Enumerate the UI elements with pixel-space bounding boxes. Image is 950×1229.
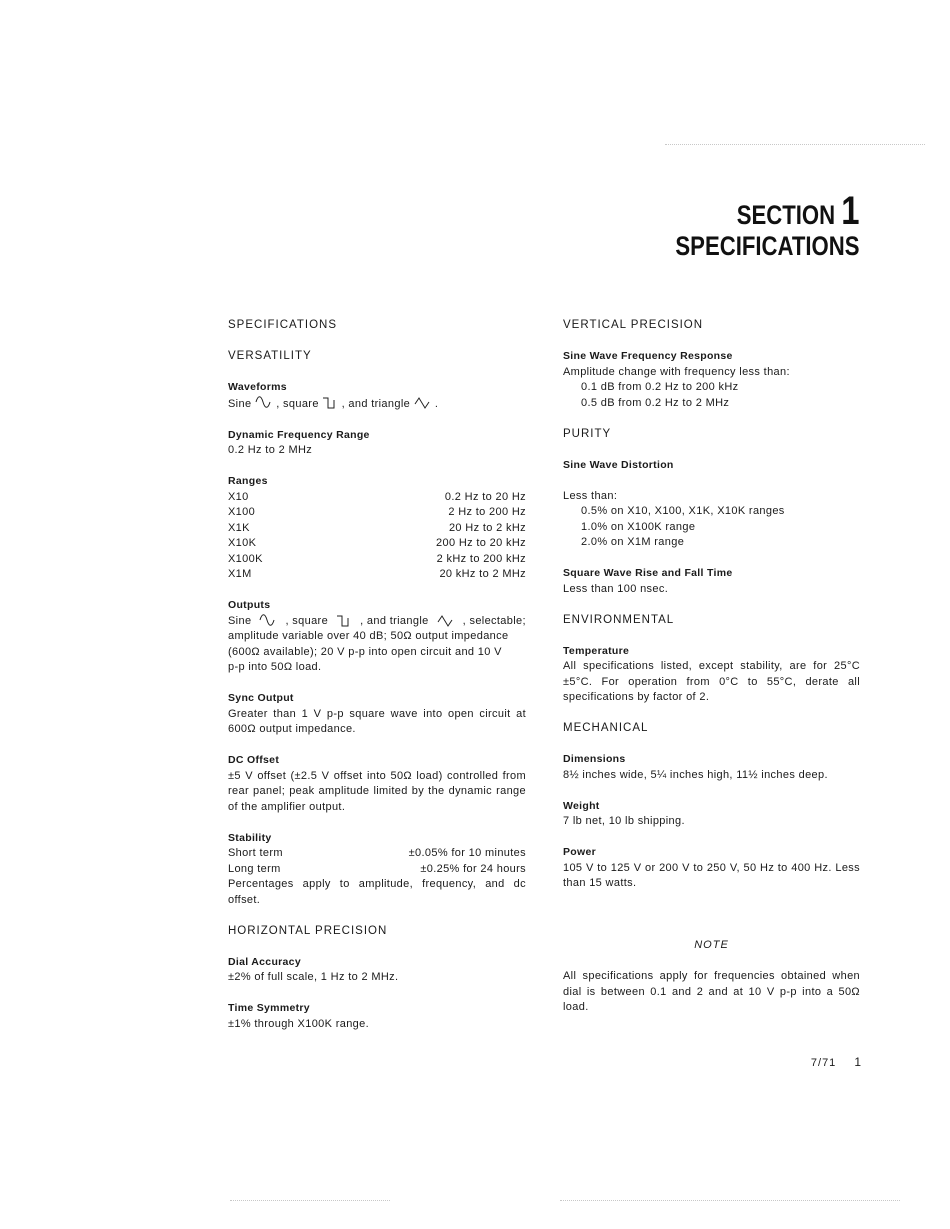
range-row <box>228 521 526 537</box>
sine-response-item: 0.1 dB from 0.2 Hz to 200 kHz <box>581 381 739 393</box>
range-value: 200 Hz to 20 kHz <box>436 537 526 549</box>
sine-response-title: Sine Wave Frequency Response <box>563 350 733 362</box>
ranges-block <box>228 474 526 583</box>
environmental-heading: ENVIRONMENTAL <box>563 613 675 626</box>
outputs-line-2: amplitude variable over 40 dB; 50Ω output impedance <box>228 630 509 642</box>
sine-wave-icon <box>259 614 277 628</box>
power-block <box>563 845 860 892</box>
left-column <box>228 318 526 1048</box>
distortion-item: 0.5% on X10, X100, X1K, X10K ranges <box>581 505 785 517</box>
distortion-title-block <box>563 458 860 474</box>
note-title: NOTE <box>694 938 729 951</box>
weight-block <box>563 799 860 830</box>
range-row <box>228 552 526 568</box>
waveforms-sine-label: Sine <box>228 397 252 410</box>
mechanical-heading: MECHANICAL <box>563 722 649 734</box>
right-column <box>563 318 860 1016</box>
sync-output-title: Sync Output <box>228 692 294 704</box>
horizontal-precision-heading: HORIZONTAL PRECISION <box>228 924 388 937</box>
section-number: 1 <box>841 189 860 233</box>
power-value: 105 V to 125 V or 200 V to 250 V, 50 Hz to 400 Hz. Less than 15 watts. <box>563 861 860 889</box>
outputs-line-4: p-p into 50Ω load. <box>228 661 322 673</box>
range-value: 2 kHz to 200 kHz <box>436 552 526 565</box>
purity-heading: PURITY <box>563 427 612 440</box>
dc-offset-block <box>228 753 526 815</box>
vertical-precision-heading: VERTICAL PRECISION <box>563 319 704 331</box>
sync-output-block <box>228 691 526 738</box>
waveforms-text <box>228 396 526 413</box>
rise-time-title: Square Wave Rise and Fall Time <box>563 567 733 579</box>
stability-text: Percentages apply to amplitude, frequency, and dc offset. <box>228 878 526 906</box>
stability-long-value: ±0.25% for 24 hours <box>420 862 526 875</box>
range-row <box>228 505 526 521</box>
waveforms-title: Waveforms <box>228 381 287 393</box>
outputs-title: Outputs <box>228 599 271 611</box>
specifications-heading: SPECIFICATIONS <box>228 319 337 331</box>
stability-title: Stability <box>228 831 272 844</box>
square-wave-icon <box>322 396 338 410</box>
rise-time-value: Less than 100 nsec. <box>563 582 669 595</box>
stability-long-label: Long term <box>228 862 281 875</box>
distortion-intro: Less than: <box>563 489 618 502</box>
range-row <box>228 536 526 552</box>
stability-short-value: ±0.05% for 10 minutes <box>408 847 526 859</box>
range-value: 2 Hz to 200 Hz <box>448 506 526 518</box>
square-wave-icon <box>336 614 352 628</box>
temperature-title: Temperature <box>563 644 630 657</box>
range-label: X1K <box>228 521 250 534</box>
outputs-selectable: , selectable; <box>462 614 526 627</box>
weight-value: 7 lb net, 10 lb shipping. <box>563 815 685 827</box>
outputs-square-label: , square <box>285 614 329 627</box>
page-number: 1 <box>854 1055 862 1069</box>
dimensions-title: Dimensions <box>563 753 626 765</box>
waveforms-end: . <box>434 397 439 410</box>
power-title: Power <box>563 846 597 858</box>
range-label: X100K <box>228 552 263 565</box>
range-label: X1M <box>228 568 252 580</box>
dial-accuracy-title: Dial Accuracy <box>228 955 301 968</box>
section-label <box>676 189 860 233</box>
outputs-line-1 <box>228 614 526 630</box>
outputs-block <box>228 598 526 676</box>
range-row <box>228 567 526 583</box>
triangle-wave-icon <box>437 614 455 628</box>
outputs-triangle-label: , and triangle <box>360 614 429 627</box>
stability-row <box>228 862 526 878</box>
stability-short-label: Short term <box>228 847 283 859</box>
rise-time-block <box>563 566 860 597</box>
stability-row <box>228 846 526 862</box>
page-footer <box>811 1055 862 1069</box>
range-label: X100 <box>228 506 256 518</box>
dimensions-block <box>563 752 860 783</box>
dimensions-value: 8½ inches wide, 5¼ inches high, 11½ inches deep. <box>563 768 828 781</box>
dial-accuracy-block <box>228 955 526 986</box>
temperature-block <box>563 644 860 706</box>
sine-response-item: 0.5 dB from 0.2 Hz to 2 MHz <box>581 396 730 409</box>
section-word: SECTION <box>737 200 836 230</box>
range-label: X10K <box>228 537 257 549</box>
temperature-text: All specifications listed, except stability, are for 25°C ±5°C. For operation from 0°C to 55°C, derate all specifications by factor of 2. <box>563 660 860 703</box>
sine-response-intro: Amplitude change with frequency less than: <box>563 365 790 378</box>
sine-wave-icon <box>255 396 273 410</box>
section-title: SPECIFICATIONS <box>675 231 860 261</box>
range-row <box>228 490 526 506</box>
waveforms-square-label: , square <box>276 397 319 410</box>
distortion-item: 1.0% on X100K range <box>581 520 696 533</box>
footer-date: 7/71 <box>810 1057 837 1069</box>
dc-offset-title: DC Offset <box>228 754 280 766</box>
note-text: All specifications apply for frequencies obtained when dial is between 0.1 and 2 and at 10 V p-p into a 50Ω load. <box>563 970 860 1013</box>
triangle-wave-icon <box>414 396 432 410</box>
distortion-block <box>563 489 860 551</box>
distortion-title: Sine Wave Distortion <box>563 458 674 471</box>
range-label: X10 <box>228 490 249 503</box>
section-header <box>635 189 860 262</box>
waveforms-block <box>228 380 526 412</box>
waveforms-triangle-label: , and triangle <box>341 397 411 410</box>
ranges-title: Ranges <box>228 475 268 487</box>
time-symmetry-block <box>228 1001 526 1032</box>
distortion-item: 2.0% on X1M range <box>581 536 685 548</box>
dynamic-range-block <box>228 428 526 459</box>
outputs-line-3: (600Ω available); 20 V p-p into open circuit and 10 V <box>228 645 502 658</box>
range-value: 0.2 Hz to 20 Hz <box>444 490 526 503</box>
outputs-sine-label: Sine <box>228 614 252 627</box>
time-symmetry-title: Time Symmetry <box>228 1002 310 1014</box>
sync-output-text: Greater than 1 V p-p square wave into open circuit at 600Ω output impedance. <box>228 707 526 735</box>
range-value: 20 kHz to 2 MHz <box>439 568 526 580</box>
scan-artifact <box>230 1200 390 1202</box>
versatility-heading: VERSATILITY <box>228 350 312 362</box>
dc-offset-text: ±5 V offset (±2.5 V offset into 50Ω load) controlled from rear panel; peak amplitude limited by the dynamic range of the amplifier output. <box>228 769 526 813</box>
scan-artifact <box>560 1200 900 1202</box>
dynamic-range-title: Dynamic Frequency Range <box>228 428 370 441</box>
weight-title: Weight <box>563 799 600 812</box>
dynamic-range-value: 0.2 Hz to 2 MHz <box>228 444 313 456</box>
dial-accuracy-value: ±2% of full scale, 1 Hz to 2 MHz. <box>228 971 399 983</box>
range-value: 20 Hz to 2 kHz <box>448 521 526 534</box>
time-symmetry-value: ±1% through X100K range. <box>228 1017 370 1030</box>
scan-artifact <box>665 144 925 146</box>
stability-block <box>228 831 526 909</box>
sine-response-block <box>563 349 860 411</box>
